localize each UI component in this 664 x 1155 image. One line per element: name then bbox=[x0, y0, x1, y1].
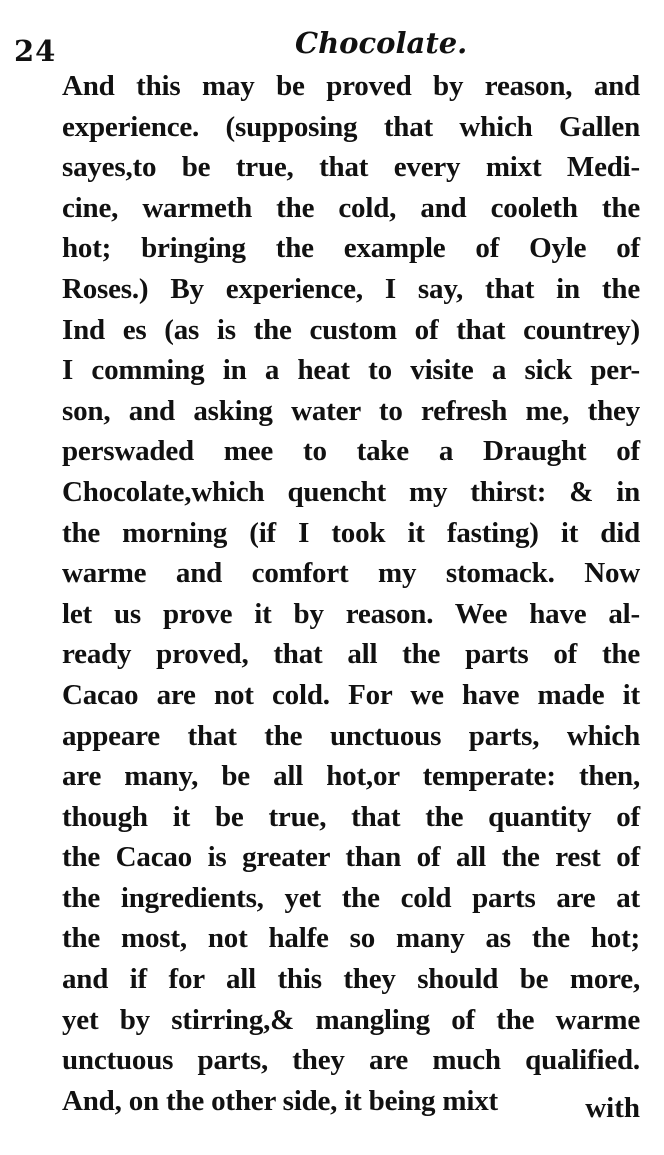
body-text bbox=[62, 66, 640, 1121]
text-line: Ind es (as is the custom of that countrey) bbox=[62, 313, 640, 346]
text-line: Roses.) By experience, I say, that in the bbox=[62, 272, 640, 305]
text-line: cine, warmeth the cold, and cooleth the bbox=[62, 191, 640, 224]
text-line: And this may be proved by reason, and bbox=[62, 70, 640, 102]
text-line: Chocolate,which quencht my thirst: & in bbox=[62, 475, 640, 508]
text-line: the morning (if I took it fasting) it did bbox=[62, 516, 640, 549]
text-line: warme and comfort my stomack. Now bbox=[62, 557, 640, 590]
text-line: sayes,to be true, that every mixt Medi- bbox=[62, 151, 640, 184]
catchword: with bbox=[585, 1092, 640, 1124]
text-line: the Cacao is greater than of all the rest of bbox=[62, 841, 640, 874]
running-head: Chocolate. bbox=[295, 26, 468, 60]
text-line: I comming in a heat to visite a sick per- bbox=[62, 354, 640, 387]
text-line: son, and asking water to refresh me, they bbox=[62, 394, 640, 427]
text-line: perswaded mee to take a Draught of bbox=[62, 435, 640, 468]
text-line: Cacao are not cold. For we have made it bbox=[62, 678, 640, 711]
text-line: hot; bringing the example of Oyle of bbox=[62, 232, 640, 265]
text-line: though it be true, that the quantity of bbox=[62, 800, 640, 833]
text-line: And, on the other side, it being mixt bbox=[62, 1084, 498, 1117]
text-line: let us prove it by reason. Wee have al- bbox=[62, 597, 640, 630]
text-line: unctuous parts, they are much qualified. bbox=[62, 1044, 640, 1077]
text-line: the most, not halfe so many as the hot; bbox=[62, 922, 640, 955]
text-line: ready proved, that all the parts of the bbox=[62, 638, 640, 671]
text-line: yet by stirring,& mangling of the warme bbox=[62, 1003, 640, 1036]
page-number: 24 bbox=[14, 34, 57, 68]
text-line: experience. (supposing that which Gallen bbox=[62, 110, 640, 143]
text-line: are many, be all hot,or temperate: then, bbox=[62, 760, 640, 793]
text-line: appeare that the unctuous parts, which bbox=[62, 719, 640, 752]
text-line: and if for all this they should be more, bbox=[62, 963, 640, 996]
text-line: the ingredients, yet the cold parts are at bbox=[62, 881, 640, 914]
